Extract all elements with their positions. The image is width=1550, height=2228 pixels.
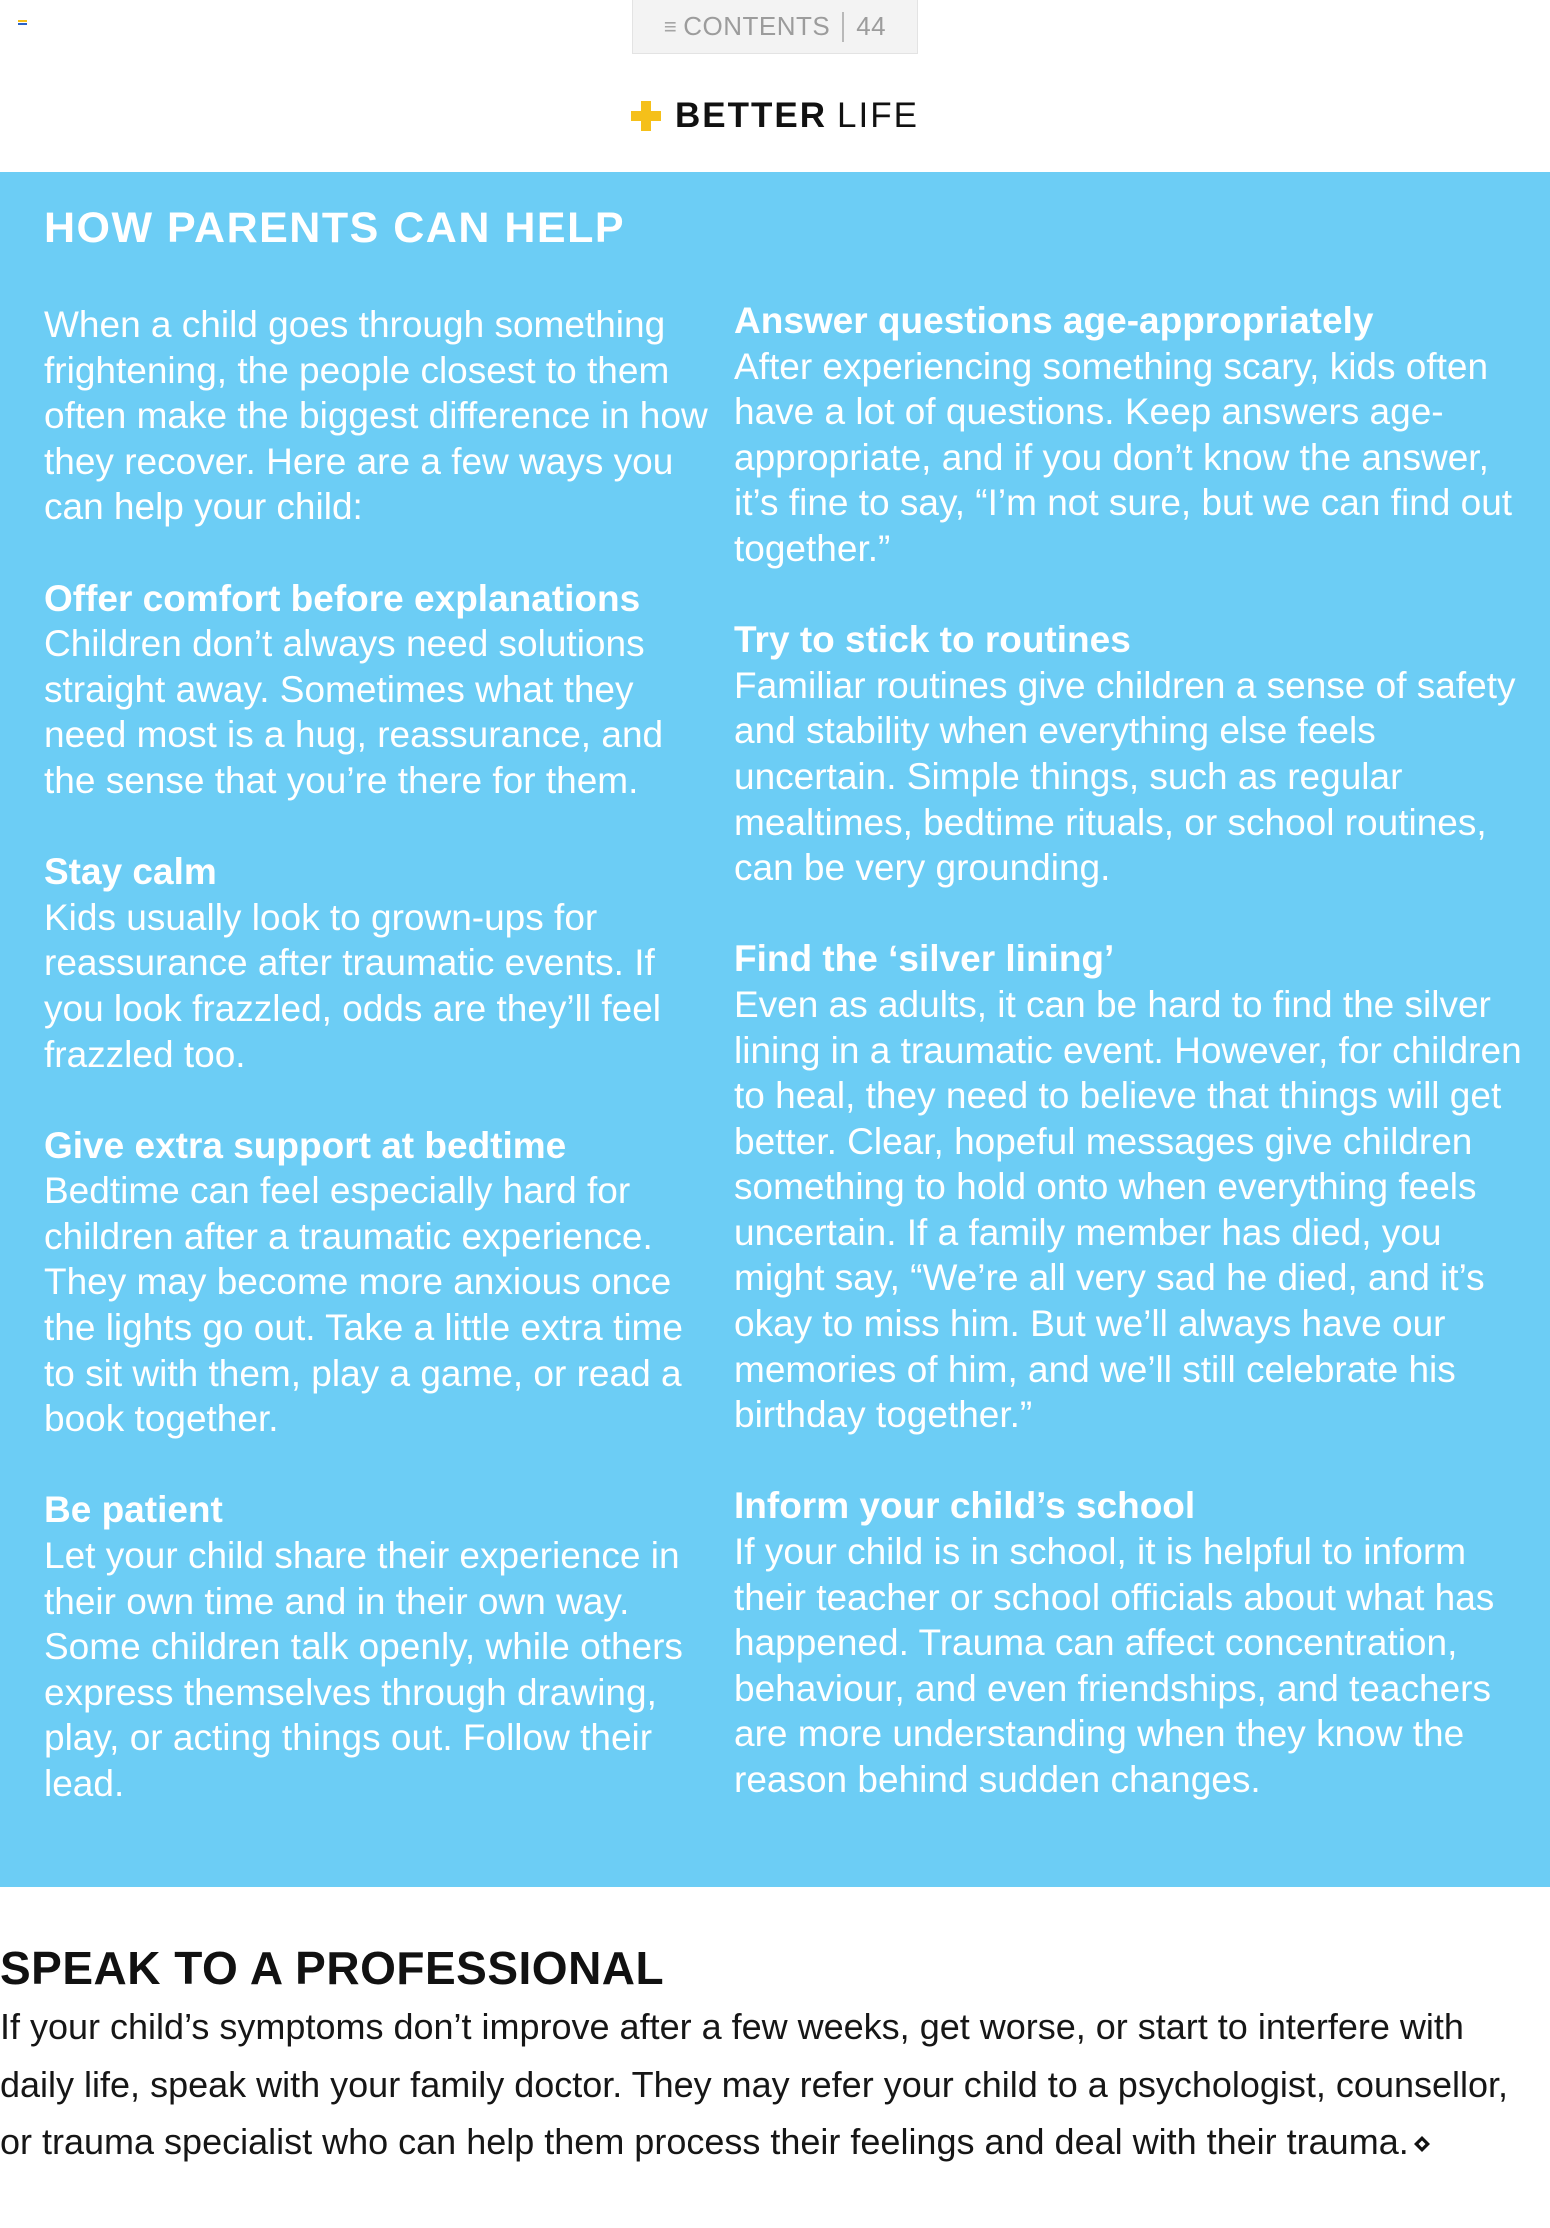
- corner-mark-icon: [18, 20, 27, 25]
- contents-button[interactable]: [632, 0, 918, 54]
- section-routines: [734, 617, 1524, 891]
- section-body: Familiar routines give children a sense of safety and stability when everything else feels uncertain. Simple things, such as regular mealtimes, bedtime rituals, or school routines, can be very grounding.: [734, 664, 1516, 889]
- section-comfort: [44, 576, 714, 804]
- page-number: 44: [856, 11, 887, 41]
- brand-name-bold: BETTER: [675, 96, 828, 135]
- intro-paragraph: When a child goes through something frightening, the people closest to them often make the biggest difference in how they recover. Here are a few ways you can help your child:: [44, 304, 708, 528]
- brand-name-light: LIFE: [837, 96, 919, 135]
- section-heading: Find the ‘silver lining’: [734, 938, 1115, 980]
- section-heading: Stay calm: [44, 851, 217, 893]
- right-column: [734, 298, 1524, 1848]
- section-body: Even as adults, it can be hard to find the silver lining in a traumatic event. However, for children to heal, they need to believe that things will get better. Clear, hopeful messages give children something to hold onto when everything feels uncertain. If a family member has died, you might say, “We’re all very sad he died, and it’s okay to miss him. But we’ll always have our memories of him, and we’ll still celebrate his birthday together.”: [734, 983, 1522, 1436]
- section-heading: Be patient: [44, 1489, 223, 1531]
- section-inform-school: [734, 1483, 1524, 1802]
- tab-divider: [842, 12, 844, 42]
- section-heading: Give extra support at bedtime: [44, 1124, 567, 1166]
- professional-body: If your child’s symptoms don’t improve after a few weeks, get worse, or start to interfere with daily life, speak with your family doctor. They may refer your child to a psychologist, counsellor, or trauma specialist who can help them process their feelings and deal with their trauma.: [0, 2006, 1509, 2162]
- section-body: After experiencing something scary, kids often have a lot of questions. Keep answers age-appropriate, and if you don’t know the answer, it’s fine to say, “I’m not sure, but we can find out together.”: [734, 345, 1513, 569]
- section-heading: Answer questions age-appropriately: [734, 300, 1374, 341]
- section-be-patient: [44, 1487, 714, 1806]
- section-body: Kids usually look to grown-ups for reassurance after traumatic events. If you look frazzled, odds are they’ll feel frazzled too.: [44, 896, 662, 1075]
- section-heading: Inform your child’s school: [734, 1485, 1196, 1527]
- section-body: Let your child share their experience in their own time and in their own way. Some children talk openly, while others express themselves through drawing, play, or acting things out. Follow their lead.: [44, 1535, 683, 1804]
- section-body: Children don’t always need solutions straight away. Sometimes what they need most is a hug, reassurance, and the sense that you’re there for them.: [44, 623, 664, 801]
- parents-help-panel: [0, 172, 1550, 1887]
- section-heading: Try to stick to routines: [734, 619, 1131, 661]
- professional-section: [0, 1940, 1540, 2171]
- section-body: Bedtime can feel especially hard for children after a traumatic experience. They may become more anxious once the lights go out. Take a little extra time to sit with them, play a game, or read a book together.: [44, 1170, 683, 1440]
- end-of-article-icon: [1413, 2135, 1431, 2153]
- section-bedtime: [44, 1123, 714, 1442]
- brand-logo: [0, 96, 1550, 136]
- contents-label: CONTENTS: [683, 11, 831, 41]
- section-silver-lining: [734, 936, 1524, 1438]
- left-column: [44, 302, 714, 1852]
- professional-paragraph: [0, 1998, 1540, 2171]
- menu-lines-icon: ≡: [663, 13, 678, 39]
- plus-cross-icon: [631, 101, 661, 131]
- professional-heading: SPEAK TO A PROFESSIONAL: [0, 1942, 665, 1994]
- panel-title: HOW PARENTS CAN HELP: [44, 204, 626, 252]
- section-heading: Offer comfort before explanations: [44, 577, 641, 619]
- section-stay-calm: [44, 849, 714, 1077]
- section-body: If your child is in school, it is helpful to inform their teacher or school officials about what has happened. Trauma can affect concentration, behaviour, and even friendships, and teachers are more understanding when they know the reason behind sudden changes.: [734, 1531, 1495, 1800]
- section-answer-questions: [734, 298, 1524, 572]
